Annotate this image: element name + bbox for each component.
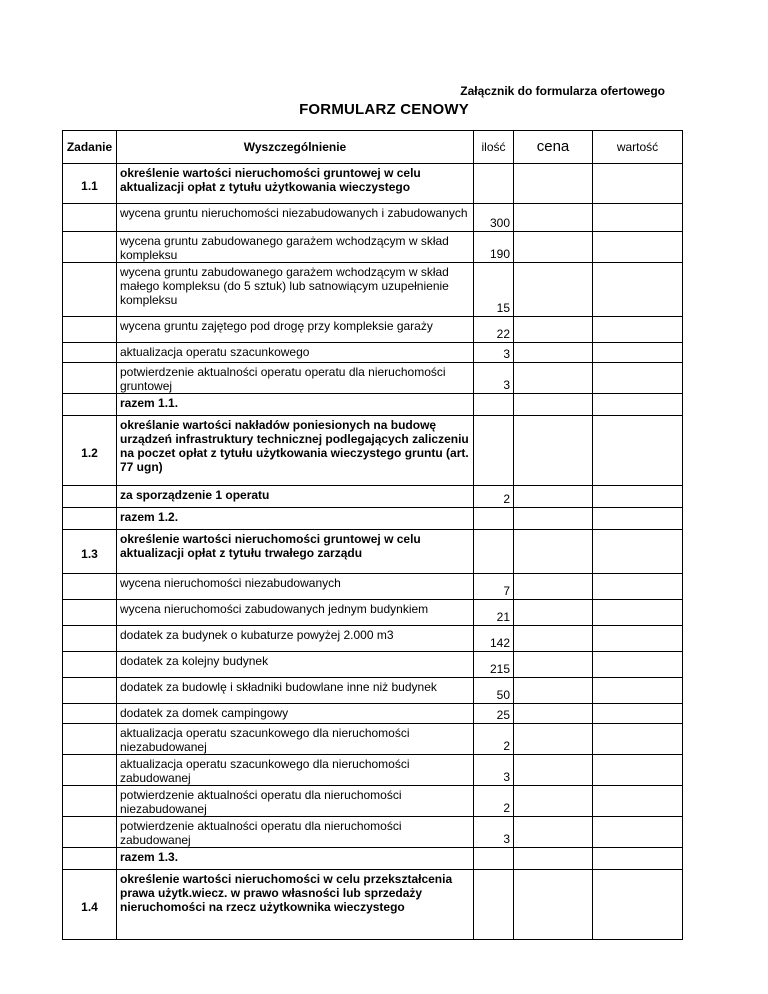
value-cell[interactable] <box>593 786 683 817</box>
value-cell[interactable] <box>593 724 683 755</box>
price-cell[interactable] <box>514 363 593 394</box>
price-cell[interactable] <box>514 343 593 363</box>
description-cell: potwierdzenie aktualności operatu dla nieruchomości niezabudowanej <box>117 786 474 817</box>
price-cell[interactable] <box>514 204 593 232</box>
description-cell: aktualizacja operatu szacunkowego dla nieruchomości zabudowanej <box>117 755 474 786</box>
description-cell: potwierdzenie aktualności operatu operatu dla nieruchomości gruntowej <box>117 363 474 394</box>
description-cell: wycena nieruchomości niezabudowanych <box>117 574 474 600</box>
description-cell: wycena gruntu nieruchomości niezabudowanych i zabudowanych <box>117 204 474 232</box>
price-cell[interactable] <box>514 652 593 678</box>
description-cell: dodatek za budynek o kubaturze powyżej 2.000 m3 <box>117 626 474 652</box>
value-cell[interactable] <box>593 755 683 786</box>
quantity-cell <box>474 530 514 574</box>
value-cell[interactable] <box>593 204 683 232</box>
table-row <box>63 848 683 870</box>
zadanie-cell <box>63 755 117 786</box>
description-cell: dodatek za budowlę i składniki budowlane inne niż budynek <box>117 678 474 704</box>
description-cell: wycena nieruchomości zabudowanych jednym budynkiem <box>117 600 474 626</box>
price-cell[interactable] <box>514 394 593 416</box>
quantity-cell: 2 <box>474 786 514 817</box>
header-wartosc: wartość <box>593 131 683 164</box>
description-cell: określenie wartości nieruchomości gruntowej w celu aktualizacji opłat z tytułu trwałego zarządu <box>117 530 474 574</box>
zadanie-cell <box>63 724 117 755</box>
zadanie-cell <box>63 786 117 817</box>
table-row <box>63 704 683 724</box>
description-cell: aktualizacja operatu szacunkowego <box>117 343 474 363</box>
quantity-cell: 215 <box>474 652 514 678</box>
value-cell[interactable] <box>593 232 683 263</box>
quantity-cell: 190 <box>474 232 514 263</box>
table-row <box>63 486 683 508</box>
value-cell[interactable] <box>593 263 683 317</box>
value-cell[interactable] <box>593 678 683 704</box>
quantity-cell: 300 <box>474 204 514 232</box>
table-row <box>63 600 683 626</box>
description-cell: określenie wartości nieruchomości w celu przekształcenia prawa użytk.wiecz. w prawo własności lub sprzedaży nieruchomości na rzecz użytkownika wieczystego <box>117 870 474 940</box>
price-cell[interactable] <box>514 486 593 508</box>
value-cell[interactable] <box>593 343 683 363</box>
description-cell: razem 1.1. <box>117 394 474 416</box>
zadanie-cell <box>63 204 117 232</box>
quantity-cell: 25 <box>474 704 514 724</box>
description-cell: dodatek za kolejny budynek <box>117 652 474 678</box>
price-cell[interactable] <box>514 416 593 486</box>
value-cell[interactable] <box>593 704 683 724</box>
table-row <box>63 574 683 600</box>
price-cell[interactable] <box>514 755 593 786</box>
zadanie-cell: 1.4 <box>63 870 117 940</box>
description-cell: razem 1.2. <box>117 508 474 530</box>
zadanie-cell <box>63 652 117 678</box>
quantity-cell <box>474 416 514 486</box>
description-cell: za sporządzenie 1 operatu <box>117 486 474 508</box>
value-cell[interactable] <box>593 626 683 652</box>
value-cell[interactable] <box>593 870 683 940</box>
table-row <box>63 363 683 394</box>
value-cell[interactable] <box>593 363 683 394</box>
zadanie-cell <box>63 626 117 652</box>
table-row <box>63 508 683 530</box>
quantity-cell <box>474 848 514 870</box>
price-cell[interactable] <box>514 317 593 343</box>
table-header-row <box>63 131 683 164</box>
quantity-cell: 22 <box>474 317 514 343</box>
value-cell[interactable] <box>593 600 683 626</box>
table-row <box>63 755 683 786</box>
table-row <box>63 786 683 817</box>
value-cell[interactable] <box>593 530 683 574</box>
table-row <box>63 164 683 204</box>
table-row <box>63 232 683 263</box>
description-cell: określenie wartości nieruchomości gruntowej w celu aktualizacji opłat z tytułu użytkowania wieczystego <box>117 164 474 204</box>
description-cell: potwierdzenie aktualności operatu dla nieruchomości zabudowanej <box>117 817 474 848</box>
price-table <box>62 130 683 940</box>
price-cell[interactable] <box>514 508 593 530</box>
zadanie-cell <box>63 363 117 394</box>
zadanie-cell: 1.2 <box>63 416 117 486</box>
price-cell[interactable] <box>514 704 593 724</box>
price-cell[interactable] <box>514 817 593 848</box>
quantity-cell: 3 <box>474 343 514 363</box>
zadanie-cell <box>63 678 117 704</box>
price-cell[interactable] <box>514 678 593 704</box>
value-cell[interactable] <box>593 652 683 678</box>
header-ilosc: ilość <box>474 131 514 164</box>
price-cell[interactable] <box>514 263 593 317</box>
quantity-cell: 7 <box>474 574 514 600</box>
table-row <box>63 870 683 940</box>
value-cell[interactable] <box>593 394 683 416</box>
value-cell[interactable] <box>593 574 683 600</box>
zadanie-cell <box>63 317 117 343</box>
description-cell: określanie wartości nakładów poniesionych na budowę urządzeń infrastruktury technicznej podlegających zaliczeniu na poczet opłat z tytułu użytkowania wieczystego gruntu (art. 77 ugn) <box>117 416 474 486</box>
value-cell[interactable] <box>593 317 683 343</box>
zadanie-cell <box>63 704 117 724</box>
quantity-cell <box>474 508 514 530</box>
price-cell[interactable] <box>514 626 593 652</box>
zadanie-cell <box>63 232 117 263</box>
table-row <box>63 530 683 574</box>
description-cell: wycena gruntu zajętego pod drogę przy kompleksie garaży <box>117 317 474 343</box>
description-cell: wycena gruntu zabudowanego garażem wchodzącym w skład kompleksu <box>117 232 474 263</box>
table-row <box>63 652 683 678</box>
quantity-cell: 15 <box>474 263 514 317</box>
zadanie-cell <box>63 508 117 530</box>
value-cell[interactable] <box>593 164 683 204</box>
table-row <box>63 204 683 232</box>
table-row <box>63 626 683 652</box>
quantity-cell: 3 <box>474 755 514 786</box>
price-cell[interactable] <box>514 574 593 600</box>
quantity-cell: 50 <box>474 678 514 704</box>
quantity-cell <box>474 394 514 416</box>
header-zadanie: Zadanie <box>63 131 117 164</box>
description-cell: razem 1.3. <box>117 848 474 870</box>
page-title: FORMULARZ CENOWY <box>299 101 469 118</box>
quantity-cell <box>474 164 514 204</box>
table-row <box>63 678 683 704</box>
price-cell[interactable] <box>514 724 593 755</box>
quantity-cell: 3 <box>474 363 514 394</box>
table-row <box>63 817 683 848</box>
quantity-cell: 2 <box>474 486 514 508</box>
zadanie-cell <box>63 574 117 600</box>
quantity-cell: 3 <box>474 817 514 848</box>
table-row <box>63 724 683 755</box>
table-row <box>63 317 683 343</box>
price-cell[interactable] <box>514 848 593 870</box>
price-cell[interactable] <box>514 164 593 204</box>
price-cell[interactable] <box>514 600 593 626</box>
quantity-cell: 142 <box>474 626 514 652</box>
price-cell[interactable] <box>514 232 593 263</box>
price-cell[interactable] <box>514 870 593 940</box>
zadanie-cell <box>63 263 117 317</box>
table-row <box>63 394 683 416</box>
value-cell[interactable] <box>593 508 683 530</box>
zadanie-cell <box>63 848 117 870</box>
zadanie-cell <box>63 343 117 363</box>
quantity-cell <box>474 870 514 940</box>
zadanie-cell <box>63 486 117 508</box>
header-wyszczegolnienie: Wyszczególnienie <box>117 131 474 164</box>
table-row <box>63 343 683 363</box>
table-row <box>63 416 683 486</box>
price-cell[interactable] <box>514 786 593 817</box>
value-cell[interactable] <box>593 486 683 508</box>
value-cell[interactable] <box>593 416 683 486</box>
annex-label: Załącznik do formularza ofertowego <box>460 84 665 98</box>
price-cell[interactable] <box>514 530 593 574</box>
zadanie-cell <box>63 600 117 626</box>
zadanie-cell: 1.1 <box>63 164 117 204</box>
quantity-cell: 21 <box>474 600 514 626</box>
zadanie-cell <box>63 394 117 416</box>
description-cell: wycena gruntu zabudowanego garażem wchodzącym w skład małego kompleksu (do 5 sztuk) lub satnowiącym uzupełnienie kompleksu <box>117 263 474 317</box>
quantity-cell: 2 <box>474 724 514 755</box>
value-cell[interactable] <box>593 848 683 870</box>
table-row <box>63 263 683 317</box>
value-cell[interactable] <box>593 817 683 848</box>
description-cell: aktualizacja operatu szacunkowego dla nieruchomości niezabudowanej <box>117 724 474 755</box>
header-cena: cena <box>514 131 593 164</box>
description-cell: dodatek za domek campingowy <box>117 704 474 724</box>
zadanie-cell: 1.3 <box>63 530 117 574</box>
zadanie-cell <box>63 817 117 848</box>
